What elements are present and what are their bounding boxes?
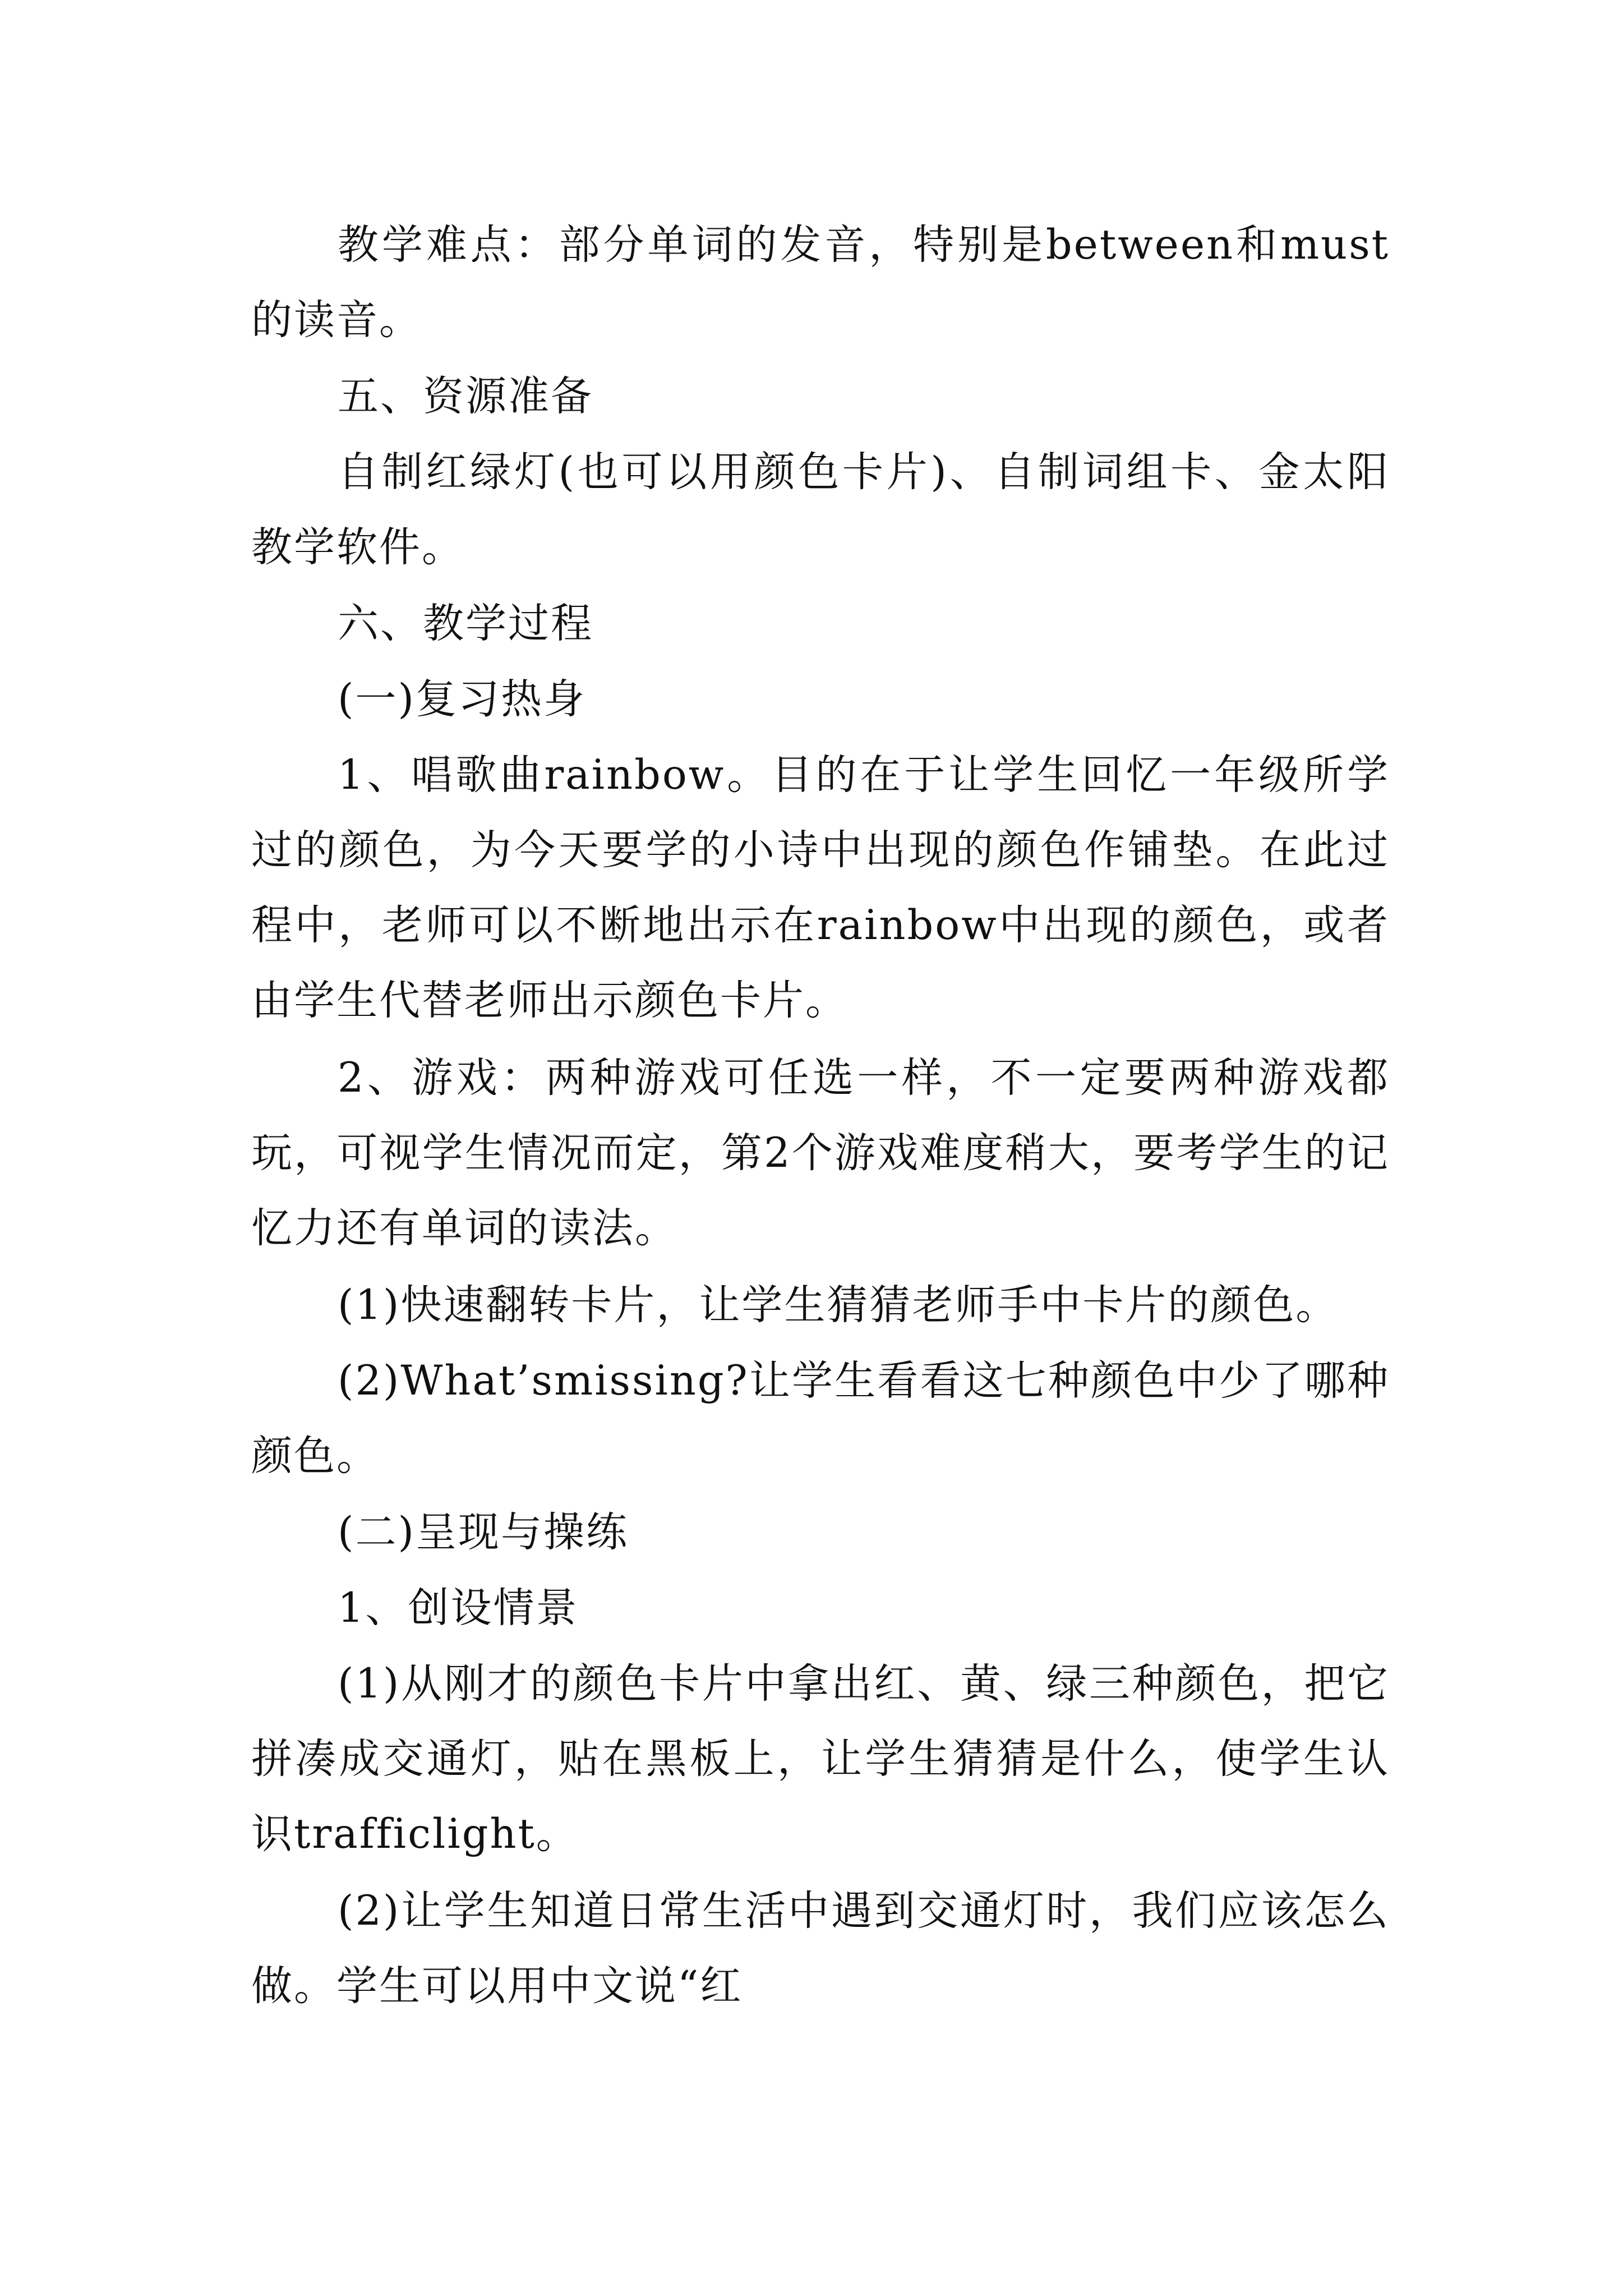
paragraph-sing-rainbow: 1、唱歌曲rainbow。目的在于让学生回忆一年级所学过的颜色，为今天要学的小诗中出现的颜色作铺垫。在此过程中，老师可以不断地出示在rainbow中出现的颜色，或者由学生代替老师出示颜色卡片。 — [251, 751, 1390, 1024]
paragraph-game-1: (1)快速翻转卡片，让学生猜猜老师手中卡片的颜色。 — [338, 1281, 1339, 1329]
paragraph-teaching-difficulty: 教学难点：部分单词的发音，特别是between和must的读音。 — [251, 221, 1390, 344]
paragraph-daily-life: (2)让学生知道日常生活中遇到交通灯时，我们应该怎么做。学生可以用中文说“红 — [251, 1887, 1390, 2010]
heading-presentation-practice: (二)呈现与操练 — [338, 1508, 629, 1556]
paragraph-resources: 自制红绿灯(也可以用颜色卡片)、自制词组卡、金太阳教学软件。 — [251, 448, 1390, 571]
heading-teaching-process: 六、教学过程 — [338, 600, 593, 647]
paragraph-game-2: (2)What’smissing?让学生看看这七种颜色中少了哪种颜色。 — [251, 1357, 1390, 1480]
heading-review-warmup: (一)复习热身 — [338, 675, 586, 723]
heading-create-situation: 1、创设情景 — [338, 1584, 579, 1632]
paragraph-traffic-light: (1)从刚才的颜色卡片中拿出红、黄、绿三种颜色，把它拼凑成交通灯，贴在黑板上，让学生猜猜是什么，使学生认识trafficlight。 — [251, 1660, 1390, 1858]
heading-resource-preparation: 五、资源准备 — [338, 372, 593, 420]
paragraph-games: 2、游戏：两种游戏可任选一样，不一定要两种游戏都玩，可视学生情况而定，第2个游戏难度稍大，要考学生的记忆力还有单词的读法。 — [251, 1054, 1390, 1252]
